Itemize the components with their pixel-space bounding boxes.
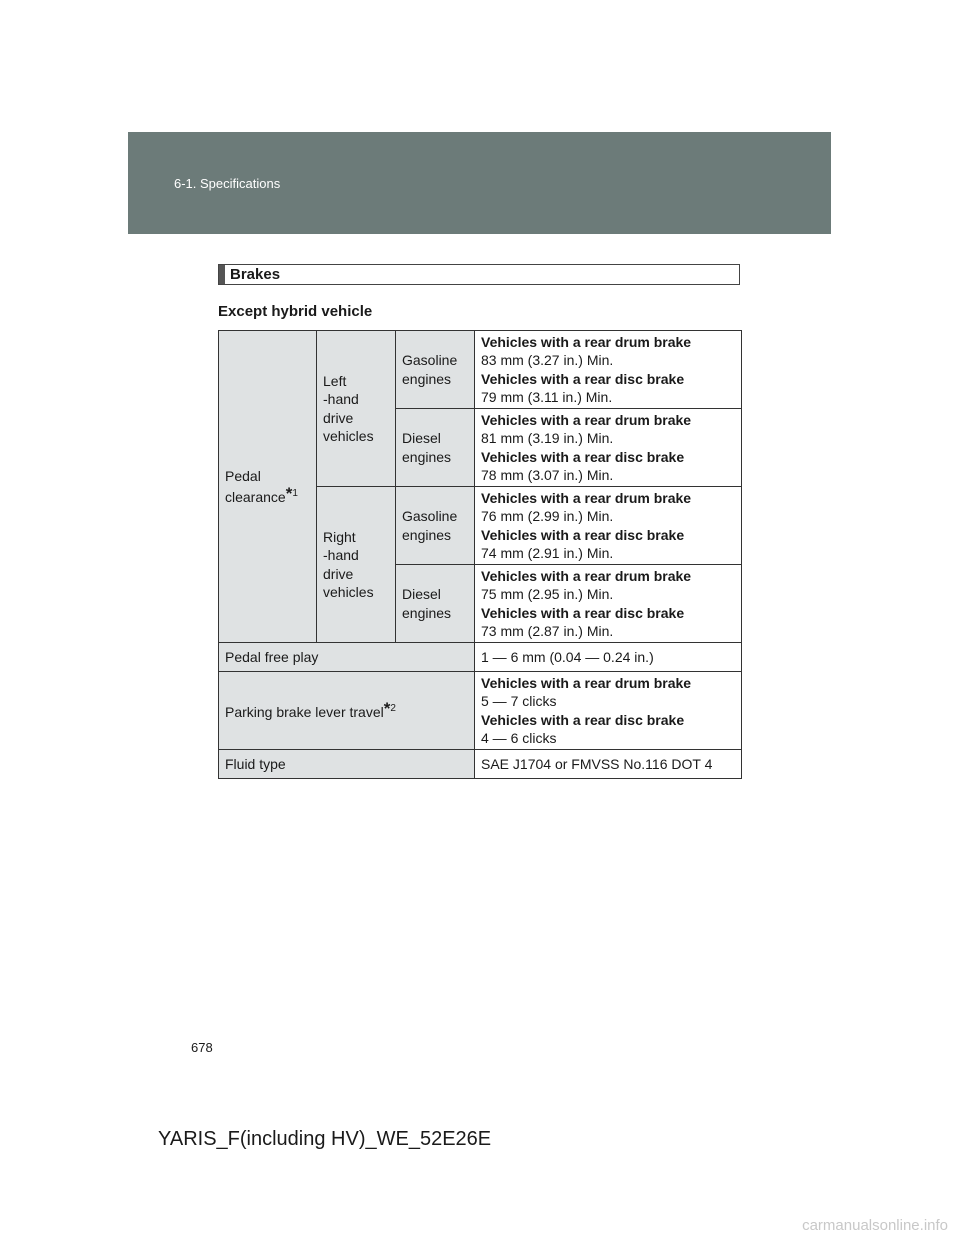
table-row [219,672,742,750]
sub-heading: Except hybrid vehicle [218,303,373,320]
lhd-gasoline-value: Vehicles with a rear drum brake 83 mm (3.27 in.) Min. Vehicles with a rear disc brake 79 mm (3.11 in.) Min. [475,331,742,409]
pedal-clearance-cell: Pedal clearance*$^1$ [219,331,317,643]
table-row [219,331,742,409]
free-play-label: Pedal free play [219,643,475,672]
watermark: carmanualsonline.info [802,1217,948,1234]
fluid-type-label: Fluid type [219,750,475,779]
rhd-cell: Right -hand drive vehicles [317,487,396,643]
brake-spec-table [218,330,742,779]
asterisk-icon: * [285,484,293,503]
section-marker [219,265,225,284]
table-row [219,750,742,779]
lhd-cell: Left -hand drive vehicles [317,331,396,487]
footnote-ref: 2 [390,702,396,714]
document-footer: YARIS_F(including HV)_WE_52E26E [158,1128,492,1150]
rhd-diesel-value: Vehicles with a rear drum brake 75 mm (2.95 in.) Min. Vehicles with a rear disc brake 73 mm (2.87 in.) Min. [475,565,742,643]
parking-brake-label: Parking brake lever travel*$^2$ [219,672,475,750]
diesel-cell: Diesel engines [396,565,475,643]
asterisk-icon: * [383,698,391,718]
fluid-type-value: SAE J1704 or FMVSS No.116 DOT 4 [475,750,742,779]
gasoline-cell: Gasoline engines [396,487,475,565]
parking-brake-value: Vehicles with a rear drum brake 5 — 7 clicks Vehicles with a rear disc brake 4 — 6 clicks [475,672,742,750]
section-title-bar [218,264,740,285]
diesel-cell: Diesel engines [396,409,475,487]
rhd-gasoline-value: Vehicles with a rear drum brake 76 mm (2.99 in.) Min. Vehicles with a rear disc brake 74 mm (2.91 in.) Min. [475,487,742,565]
section-title: Brakes [230,266,281,283]
footnote-ref: 1 [292,488,298,499]
gasoline-cell: Gasoline engines [396,331,475,409]
table-row [219,643,742,672]
page-number: 678 [191,1040,213,1055]
free-play-value: 1 — 6 mm (0.04 — 0.24 in.) [475,643,742,672]
section-label: 6-1. Specifications [174,176,281,191]
lhd-diesel-value: Vehicles with a rear drum brake 81 mm (3.19 in.) Min. Vehicles with a rear disc brake 78 mm (3.07 in.) Min. [475,409,742,487]
